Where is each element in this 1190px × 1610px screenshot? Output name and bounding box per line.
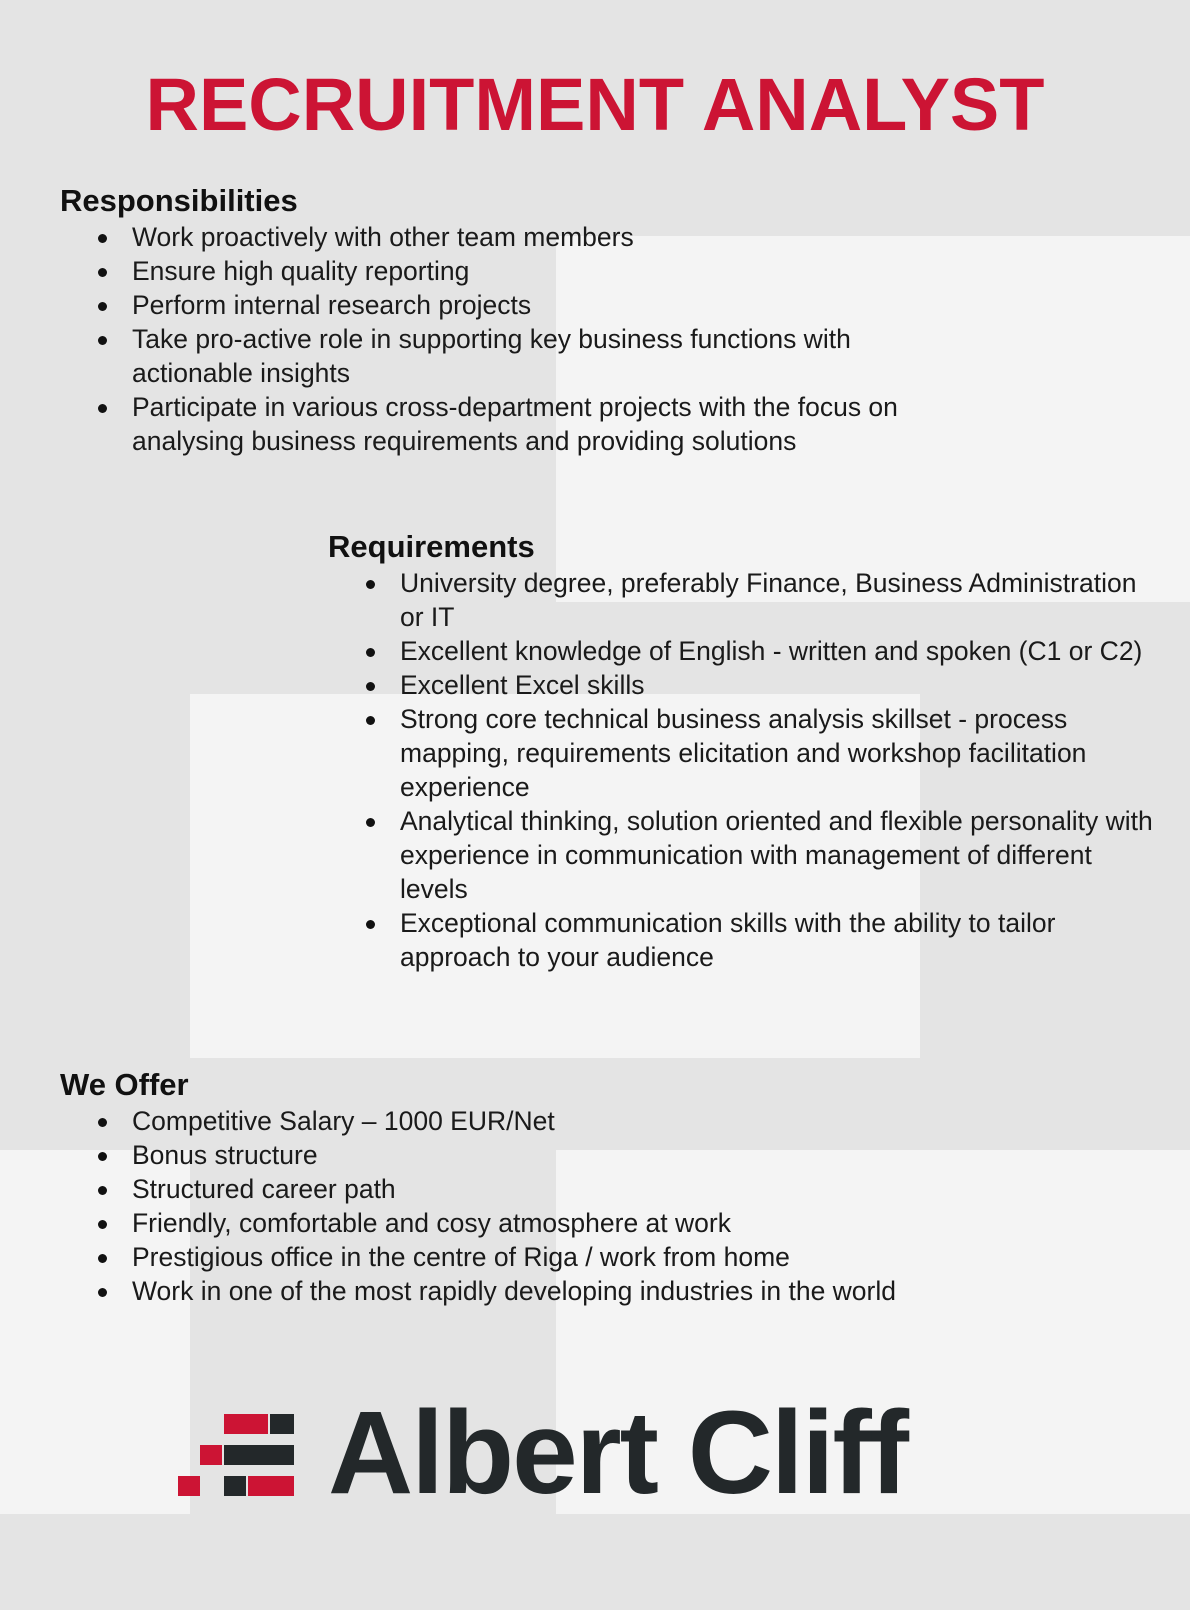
list-item-text: Work proactively with other team members <box>132 222 634 252</box>
list-item-text: University degree, preferably Finance, Business Administration or IT <box>400 568 1137 632</box>
list-item <box>328 634 1158 668</box>
list-item-text: Friendly, comfortable and cosy atmosphere at work <box>132 1208 731 1238</box>
list-item <box>328 906 1158 974</box>
list-item <box>60 288 960 322</box>
list-item <box>328 804 1158 906</box>
list-item <box>328 566 1158 634</box>
bullet-icon <box>98 302 107 311</box>
list-item-text: Structured career path <box>132 1174 396 1204</box>
bullet-icon <box>98 404 107 413</box>
requirements-section <box>328 528 1158 974</box>
company-logo <box>178 1387 1018 1519</box>
bullet-icon <box>366 682 375 691</box>
responsibilities-section <box>60 182 960 458</box>
list-item <box>60 1274 1060 1308</box>
bullet-icon <box>98 336 107 345</box>
list-item <box>60 1240 1060 1274</box>
list-item <box>60 1138 1060 1172</box>
bullet-icon <box>366 818 375 827</box>
responsibilities-list <box>60 220 960 458</box>
offer-section <box>60 1066 1060 1308</box>
bullet-icon <box>98 1288 107 1297</box>
list-item <box>60 254 960 288</box>
bullet-icon <box>366 648 375 657</box>
bullet-icon <box>98 1152 107 1161</box>
bullet-icon <box>366 580 375 589</box>
list-item-text: Excellent Excel skills <box>400 670 645 700</box>
bullet-icon <box>98 1186 107 1195</box>
list-item <box>60 1206 1060 1240</box>
bullet-icon <box>366 716 375 725</box>
bullet-icon <box>98 1254 107 1263</box>
page-title: RECRUITMENT ANALYST <box>145 63 1045 146</box>
list-item-text: Perform internal research projects <box>132 290 532 320</box>
logo-wordmark: Albert Cliff <box>328 1387 908 1519</box>
offer-list <box>60 1104 1060 1308</box>
list-item <box>60 1172 1060 1206</box>
list-item <box>60 1104 1060 1138</box>
bullet-icon <box>98 1118 107 1127</box>
bullet-icon <box>98 234 107 243</box>
list-item <box>60 322 960 390</box>
list-item-text: Strong core technical business analysis skillset - process mapping, requirements elicitation and workshop facilitation experience <box>400 704 1087 802</box>
list-item-text: Ensure high quality reporting <box>132 256 470 286</box>
list-item-text: Competitive Salary – 1000 EUR/Net <box>132 1106 555 1136</box>
list-item-text: Bonus structure <box>132 1140 318 1170</box>
requirements-list <box>328 566 1158 974</box>
list-item <box>60 220 960 254</box>
list-item-text: Work in one of the most rapidly developing industries in the world <box>132 1276 896 1306</box>
responsibilities-heading: Responsibilities <box>60 183 298 218</box>
list-item-text: Prestigious office in the centre of Riga / work from home <box>132 1242 790 1272</box>
list-item-text: Take pro-active role in supporting key business functions with actionable insights <box>132 324 851 388</box>
list-item-text: Exceptional communication skills with the ability to tailor approach to your audience <box>400 908 1056 972</box>
list-item <box>60 390 960 458</box>
list-item <box>328 702 1158 804</box>
bullet-icon <box>366 920 375 929</box>
offer-heading: We Offer <box>60 1067 189 1102</box>
requirements-heading: Requirements <box>328 529 535 564</box>
list-item <box>328 668 1158 702</box>
list-item-text: Analytical thinking, solution oriented and flexible personality with experience in communication with management of different levels <box>400 806 1153 904</box>
logo-mark-icon <box>178 1414 296 1498</box>
bullet-icon <box>98 268 107 277</box>
bullet-icon <box>98 1220 107 1229</box>
list-item-text: Excellent knowledge of English - written and spoken (C1 or C2) <box>400 636 1143 666</box>
list-item-text: Participate in various cross-department projects with the focus on analysing business requirements and providing solutions <box>132 392 898 456</box>
